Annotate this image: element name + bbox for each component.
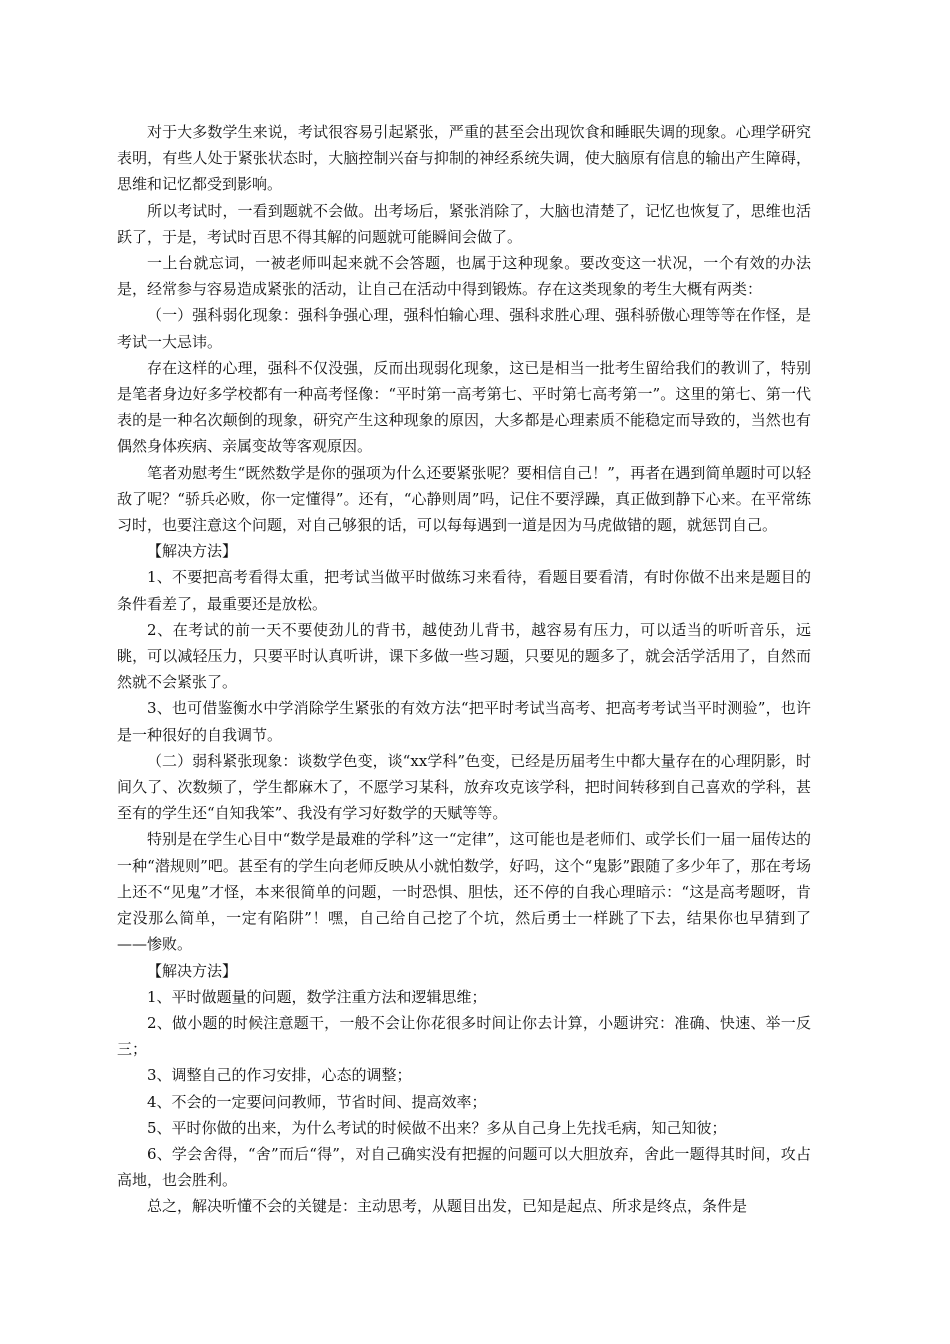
paragraph-2: 所以考试时，一看到题就不会做。出考场后，紧张消除了，大脑也清楚了，记忆也恢复了，思维也活跃了，于是，考试时百思不得其解的问题就可能瞬间会做了。 [117, 201, 811, 246]
paragraph-9: 2、在考试的前一天不要使劲儿的背书，越使劲儿背书，越容易有压力，可以适当的听听音乐，远眺，可以减轻压力，只要平时认真听讲，课下多做一些习题，只要见的题多了，就会活学活用了，自然而然就不会紧张了。 [117, 620, 811, 692]
paragraph-6: 笔者劝慰考生“既然数学是你的强项为什么还要紧张呢？要相信自己！”，再者在遇到简单题时可以轻敌了呢？“骄兵必败，你一定懂得”。还有，“心静则周”吗，记住不要浮躁，真正做到静下心来。在平常练习时，也要注意这个问题，对自己够狠的话，可以每每遇到一道是因为马虎做错的题，就惩罚自己。 [117, 463, 811, 535]
paragraph-17: 4、不会的一定要问问教师，节省时间、提高效率； [147, 1092, 487, 1111]
paragraph-14: 1、平时做题量的问题，数学注重方法和逻辑思维； [147, 987, 487, 1006]
paragraph-3: 一上台就忘词，一被老师叫起来就不会答题，也属于这种现象。要改变这一状况，一个有效的办法是，经常参与容易造成紧张的活动，让自己在活动中得到锻炼。存在这类现象的考生大概有两类： [117, 254, 811, 299]
document-body [117, 119, 811, 1220]
paragraph-10: 3、也可借鉴衡水中学消除学生紧张的有效方法“把平时考试当高考、把高考考试当平时测验”，也许是一种很好的自我调节。 [117, 699, 811, 744]
paragraph-16: 3、调整自己的作习安排，心态的调整； [147, 1066, 412, 1085]
paragraph-5: 存在这样的心理，强科不仅没强，反而出现弱化现象，这已是相当一批考生留给我们的教训了，特别是笔者身边好多学校都有一种高考怪像：“平时第一高考第七、平时第七高考第一”。这里的第七、第一代表的是一种名次颠倒的现象，研究产生这种现象的原因，大多都是心理素质不能稳定而导致的，当然也有偶然身体疾病、亲属变故等客观原因。 [117, 358, 811, 456]
paragraph-15: 2、做小题的时候注意题干，一般不会让你花很多时间让你去计算，小题讲究：准确、快速、举一反三； [117, 1013, 811, 1059]
paragraph-20: 总之，解决听懂不会的关键是：主动思考，从题目出发，已知是起点、所求是终点，条件是 [147, 1197, 748, 1216]
paragraph-4: （一）强科弱化现象：强科争强心理，强科怕输心理、强科求胜心理、强科骄傲心理等等在作怪，是考试一大忌讳。 [117, 306, 811, 351]
section-heading-solution-2: 【解决方法】 [147, 961, 238, 980]
paragraph-12: 特别是在学生心目中“数学是最难的学科”这一“定律”，这可能也是老师们、或学长们一届一届传达的一种“潜规则”吧。甚至有的学生向老师反映从小就怕数学，好吗，这个“鬼影”跟随了多少年了，那在考场上还不“见鬼”才怪，本来很简单的问题，一时恐惧、胆怯，还不停的自我心理暗示：“这是高考题呀，肯定没那么简单，一定有陷阱”！嘿，自己给自己挖了个坑，然后勇士一样跳了下去，结果你也早猜到了——惨败。 [117, 830, 811, 954]
section-heading-solution-1: 【解决方法】 [147, 542, 238, 561]
paragraph-11: （二）弱科紧张现象：谈数学色变，谈“xx学科”色变，已经是历届考生中都大量存在的心理阴影，时间久了、次数频了，学生都麻木了，不愿学习某科，放弃攻克该学科，把时间转移到自己喜欢的学科，甚至有的学生还“自知我笨”、我没有学习好数学的天赋等等。 [117, 751, 811, 823]
paragraph-18: 5、平时你做的出来，为什么考试的时候做不出来？多从自己身上先找毛病，知己知彼； [147, 1118, 727, 1137]
paragraph-1: 对于大多数学生来说，考试很容易引起紧张，严重的甚至会出现饮食和睡眠失调的现象。心理学研究表明，有些人处于紧张状态时，大脑控制兴奋与抑制的神经系统失调，使大脑原有信息的输出产生障碍，思维和记忆都受到影响。 [117, 123, 811, 194]
paragraph-19: 6、学会舍得，“舍”而后“得”，对自己确实没有把握的问题可以大胆放弃，舍此一题得其时间，攻占高地，也会胜利。 [117, 1144, 811, 1190]
paragraph-8: 1、不要把高考看得太重，把考试当做平时做练习来看待，看题目要看清，有时你做不出来是题目的条件看差了，最重要还是放松。 [117, 568, 811, 613]
